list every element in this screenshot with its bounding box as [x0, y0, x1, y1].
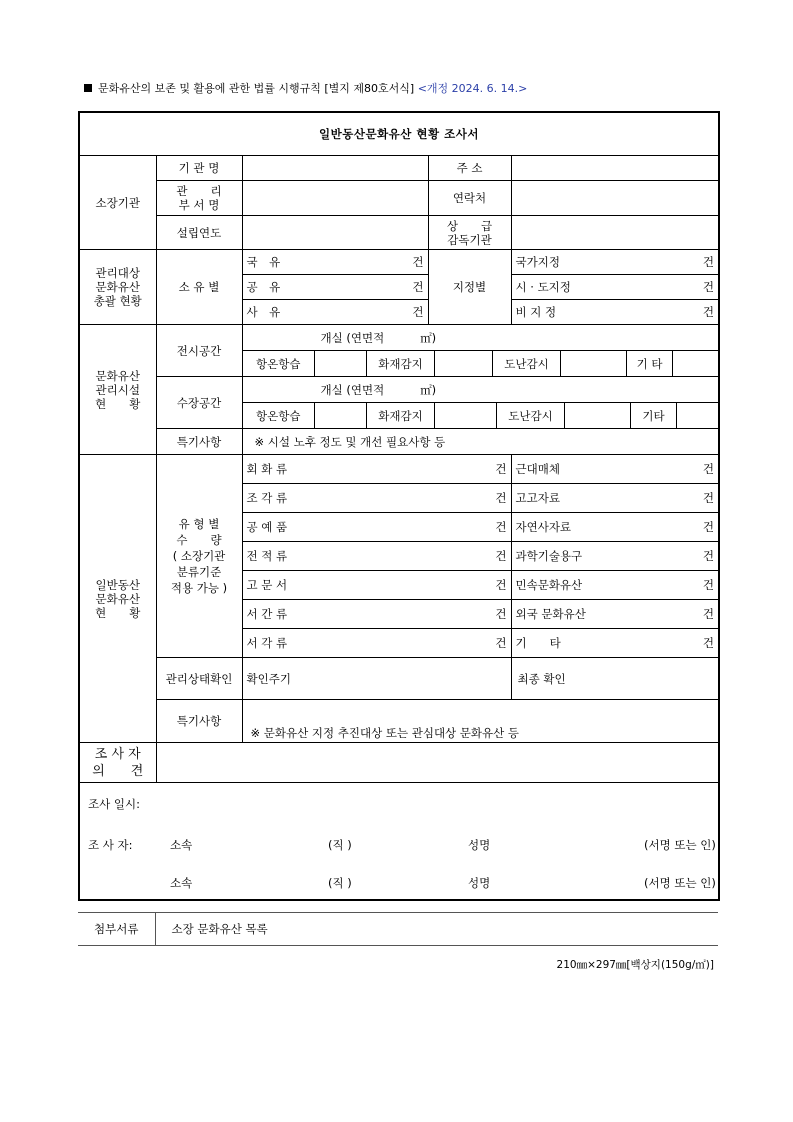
designation-label: 지정별: [428, 250, 511, 325]
attachment-value: 소장 문화유산 목록: [171, 922, 268, 936]
exhibit-fire-label: 화재감지: [367, 351, 435, 377]
attachment-table: [78, 912, 718, 946]
address-field[interactable]: [511, 156, 719, 181]
summary-section-label: 관리대상 문화유산 총괄 현황: [79, 250, 156, 325]
attachment-label: 첨부서류: [78, 913, 155, 946]
type-crafts-field[interactable]: 공 예 품 건: [242, 513, 511, 542]
owner-section-label: 소장기관: [79, 156, 156, 250]
exhibit-area-field[interactable]: 개실 (연면적 ㎡): [243, 325, 719, 351]
exhibit-other-field[interactable]: [673, 351, 719, 377]
surveyor-2-affiliation[interactable]: 소속: [170, 876, 193, 890]
exhibit-other-label: 기 타: [627, 351, 673, 377]
exhibit-space-box: [242, 325, 719, 377]
surveyor-2-sign[interactable]: (서명 또는 인): [644, 876, 716, 890]
last-check-field[interactable]: 최종 확인: [511, 658, 719, 700]
surveyor-1-position[interactable]: (직 ): [328, 838, 352, 852]
designation-provincial-field[interactable]: 시 · 도지정 건: [511, 275, 719, 300]
storage-humidity-field[interactable]: [315, 403, 367, 429]
storage-theft-field[interactable]: [565, 403, 631, 429]
supervisor-label: 상 급 감독기관: [428, 216, 511, 250]
designation-none-field[interactable]: 비 지 정 건: [511, 300, 719, 325]
type-folk-heritage-field[interactable]: 민속문화유산 건: [511, 571, 719, 600]
exhibit-space-label: 전시공간: [156, 325, 242, 377]
surveyor-label: 조 사 자:: [88, 838, 133, 852]
facility-remarks-label: 특기사항: [156, 429, 242, 455]
status-remarks-label: 특기사항: [156, 700, 242, 743]
managing-dept-field[interactable]: [242, 181, 428, 216]
exhibit-humidity-label: 항온항습: [243, 351, 315, 377]
exhibit-theft-label: 도난감시: [493, 351, 561, 377]
founding-year-label: 설립연도: [156, 216, 242, 250]
address-label: 주 소: [428, 156, 511, 181]
management-check-label: 관리상태확인: [156, 658, 242, 700]
supervisor-field[interactable]: [511, 216, 719, 250]
ownership-national-field[interactable]: 국 유 건: [242, 250, 428, 275]
survey-form-table: [78, 111, 720, 901]
regulation-reference: 문화유산의 보존 및 활용에 관한 법률 시행규칙 [별지 제80호서식]: [98, 82, 415, 95]
storage-other-field[interactable]: [677, 403, 719, 429]
storage-space-label: 수장공간: [156, 377, 242, 429]
type-sculpture-field[interactable]: 조 각 류 건: [242, 484, 511, 513]
storage-humidity-label: 항온항습: [243, 403, 315, 429]
type-archaeology-field[interactable]: 고고자료 건: [511, 484, 719, 513]
ownership-private-field[interactable]: 사 유 건: [242, 300, 428, 325]
type-engravings-field[interactable]: 서 각 류 건: [242, 629, 511, 658]
status-section-label: 일반동산 문화유산 현 황: [79, 455, 156, 743]
square-bullet-icon: [84, 84, 92, 92]
exhibit-theft-field[interactable]: [561, 351, 627, 377]
exhibit-humidity-field[interactable]: [315, 351, 367, 377]
surveyor-1-affiliation[interactable]: 소속: [170, 838, 193, 852]
founding-year-field[interactable]: [242, 216, 428, 250]
contact-field[interactable]: [511, 181, 719, 216]
institution-name-label: 기 관 명: [156, 156, 242, 181]
opinion-field[interactable]: [156, 743, 719, 783]
status-remarks-field[interactable]: ※ 문화유산 지정 추진대상 또는 관심대상 문화유산 등: [242, 700, 719, 743]
type-documents-field[interactable]: 고 문 서 건: [242, 571, 511, 600]
exhibit-fire-field[interactable]: [435, 351, 493, 377]
storage-fire-field[interactable]: [435, 403, 497, 429]
form-header-note: [84, 80, 527, 96]
surveyor-1-sign[interactable]: (서명 또는 인): [644, 838, 716, 852]
storage-space-box: [242, 377, 719, 429]
opinion-label: 조 사 자 의 견: [79, 743, 156, 783]
type-science-tools-field[interactable]: 과학기술용구 건: [511, 542, 719, 571]
type-books-field[interactable]: 전 적 류 건: [242, 542, 511, 571]
surveyor-2-name[interactable]: 성명: [468, 876, 491, 890]
type-painting-field[interactable]: 회 화 류 건: [242, 455, 511, 484]
managing-dept-label: 관 리 부 서 명: [156, 181, 242, 216]
check-period-field[interactable]: 확인주기: [242, 658, 511, 700]
surveyor-2-position[interactable]: (직 ): [328, 876, 352, 890]
institution-name-field[interactable]: [242, 156, 428, 181]
surveyor-1-name[interactable]: 성명: [468, 838, 491, 852]
storage-theft-label: 도난감시: [497, 403, 565, 429]
contact-label: 연락처: [428, 181, 511, 216]
facility-remarks-field[interactable]: ※ 시설 노후 정도 및 개선 필요사항 등: [242, 429, 719, 455]
type-modern-media-field[interactable]: 근대매체 건: [511, 455, 719, 484]
type-foreign-heritage-field[interactable]: 외국 문화유산 건: [511, 600, 719, 629]
revision-date: <개정 2024. 6. 14.>: [417, 82, 528, 95]
type-natural-history-field[interactable]: 자연사자료 건: [511, 513, 719, 542]
type-letters-field[interactable]: 서 간 류 건: [242, 600, 511, 629]
storage-area-field[interactable]: 개실 (연면적 ㎡): [243, 377, 719, 403]
designation-national-field[interactable]: 국가지정 건: [511, 250, 719, 275]
form-title: 일반동산문화유산 현황 조사서: [79, 112, 719, 156]
survey-date-label: 조사 일시:: [88, 797, 140, 811]
ownership-public-field[interactable]: 공 유 건: [242, 275, 428, 300]
ownership-label: 소 유 별: [156, 250, 242, 325]
storage-fire-label: 화재감지: [367, 403, 435, 429]
type-other-field[interactable]: 기 타 건: [511, 629, 719, 658]
storage-other-label: 기타: [631, 403, 677, 429]
paper-spec: 210㎜×297㎜[백상지(150g/㎡)]: [556, 959, 714, 971]
type-quantity-label: 유 형 별 수 량 ( 소장기관 분류기준 적용 가능 ): [156, 455, 242, 658]
survey-info-box: [79, 783, 719, 901]
facility-section-label: 문화유산 관리시설 현 황: [79, 325, 156, 455]
